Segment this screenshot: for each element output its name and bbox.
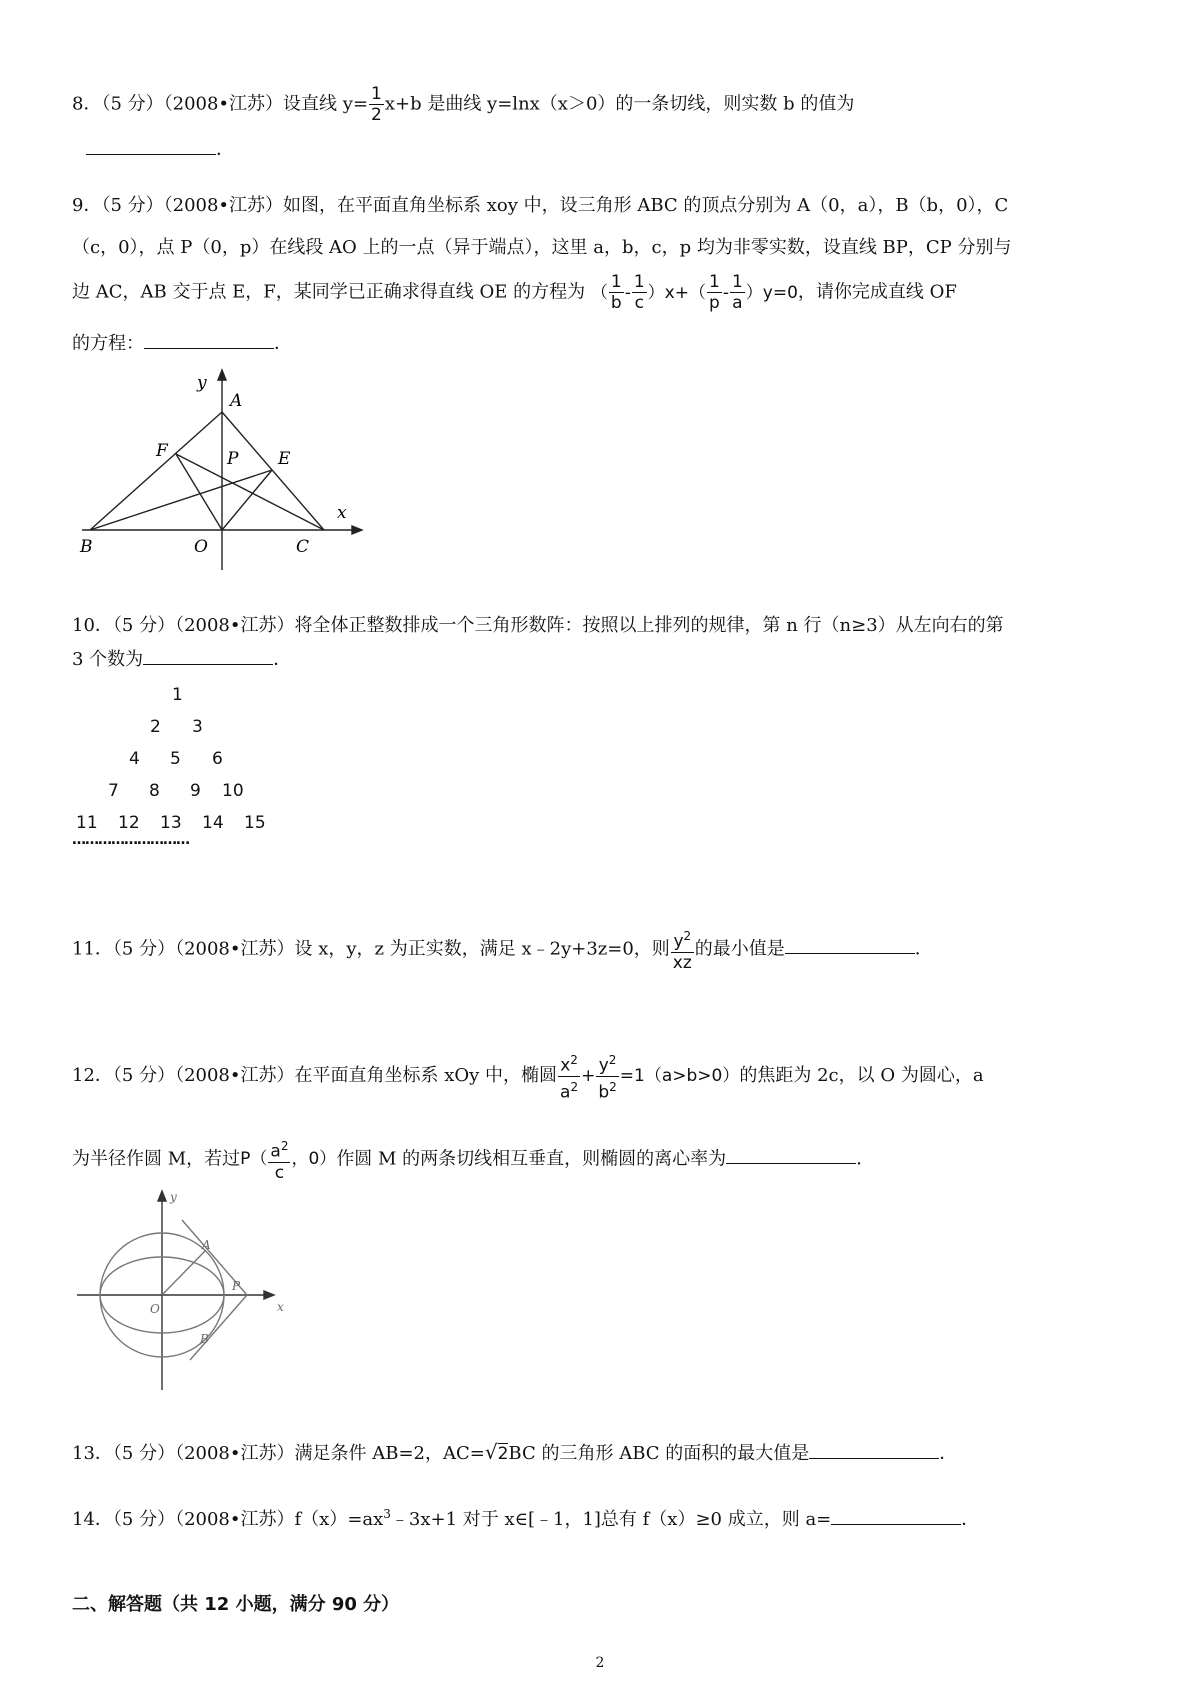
ellipse-equation: $\frac{x^2}{a^2}$ + $\frac{y^2}{b^2}$ =1（a>b>0） bbox=[557, 1066, 739, 1086]
answer-blank-10[interactable] bbox=[143, 646, 273, 665]
tri-number: 1 bbox=[172, 685, 183, 705]
question-14: 14．（5 分）（2008•江苏）$f(x)=ax^3﹣3x+1$ 对于 x∈[﹣1，1]总有 f（x）≥0 成立，则 a= ． bbox=[72, 1507, 980, 1530]
point-p: P（ $\frac{a^2}{c}$ ，0） bbox=[240, 1149, 336, 1169]
question-9-line2: （c，0），点 P（0，p）在线段 AO 上的一点（异于端点），这里 a，b，c，p 均为非零实数，设直线 BP，CP 分别与 bbox=[72, 237, 1012, 258]
sqrt-two: √2 bbox=[484, 1440, 509, 1464]
tri-number: 12 bbox=[118, 813, 140, 833]
tri-number: 5 bbox=[170, 749, 181, 769]
section-heading: 二、解答题（共 12 小题，满分 90 分） bbox=[72, 1594, 400, 1615]
tri-number: 9 bbox=[190, 781, 201, 801]
answer-blank-11[interactable] bbox=[785, 935, 915, 954]
answer-blank-14[interactable] bbox=[831, 1506, 961, 1525]
label-y: y bbox=[170, 1190, 177, 1204]
answer-blank-9[interactable] bbox=[144, 330, 274, 349]
tri-dots: ……………………… bbox=[72, 832, 189, 848]
question-12-line1: 12．（5 分）（2008•江苏）在平面直角坐标系 xOy 中，椭圆 $\frac{x^2}{a^2}$ + $\frac{y^2}{b^2}$ =1（a>b>0）的焦距为 2c，以 O 为圆心，a bbox=[72, 1050, 984, 1102]
label-o: O bbox=[194, 537, 208, 557]
tri-number: 4 bbox=[129, 749, 140, 769]
question-10-line1: 10．（5 分）（2008•江苏）将全体正整数排成一个三角形数阵：按照以上排列的规律，第 n 行（n≥3）从左向右的第 bbox=[72, 615, 1004, 636]
tri-number: 15 bbox=[244, 813, 266, 833]
triangle-abc-figure bbox=[72, 360, 372, 575]
label-c: C bbox=[296, 537, 310, 557]
tri-number: 11 bbox=[76, 813, 98, 833]
label-x: x bbox=[337, 503, 347, 523]
tri-number: 7 bbox=[108, 781, 119, 801]
tri-number: 8 bbox=[149, 781, 160, 801]
label-b: B bbox=[80, 537, 93, 557]
tri-number: 6 bbox=[212, 749, 223, 769]
tangent-pb bbox=[190, 1295, 247, 1360]
label-e: E bbox=[278, 449, 291, 469]
label-a: A bbox=[230, 391, 243, 411]
label-b: B bbox=[200, 1332, 209, 1346]
label-p: P bbox=[232, 1279, 241, 1293]
question-9-line4: 的方程： ． bbox=[72, 330, 292, 356]
label-x: x bbox=[277, 1300, 284, 1314]
answer-blank-13[interactable] bbox=[809, 1440, 939, 1459]
tri-number: 10 bbox=[222, 781, 244, 801]
line-oe-equation: （ $\frac{1}{b}$ - $\frac{1}{c}$ ）x+（ $\frac{1}{p}$ - $\frac{1}{a}$ ）y=0 bbox=[590, 272, 798, 313]
label-o: O bbox=[150, 1302, 160, 1316]
tri-number: 13 bbox=[160, 813, 182, 833]
tri-number: 3 bbox=[192, 717, 203, 737]
tri-number: 14 bbox=[202, 813, 224, 833]
question-8-line1: 8．（5 分）（2008•江苏）设直线 y= $\frac{1}{2}$ x+b 是曲线 y=lnx（x＞0）的一条切线，则实数 b 的值为 bbox=[72, 84, 855, 125]
label-a: A bbox=[202, 1238, 211, 1252]
fraction-one-half: $\frac{1}{2}$ bbox=[371, 84, 382, 125]
question-11: 11．（5 分）（2008•江苏）设 x，y，z 为正实数，满足 x﹣2y+3z=0，则 $\frac{y^2}{xz}$ 的最小值是 ． bbox=[72, 926, 933, 973]
fraction-y2-over-xz: $\frac{y^2}{xz}$ bbox=[671, 926, 694, 973]
answer-blank-8[interactable] bbox=[86, 136, 216, 155]
tri-number: 2 bbox=[150, 717, 161, 737]
answer-blank-12[interactable] bbox=[726, 1145, 856, 1164]
question-8-line2: ． bbox=[86, 136, 234, 162]
question-12-line2: 为半径作圆 M，若过P（ $\frac{a^2}{c}$ ，0）作圆 M 的两条切线相互垂直，则椭圆的离心率为 ． bbox=[72, 1136, 874, 1183]
question-10-line2: 3 个数为 ． bbox=[72, 646, 291, 672]
page-number: 2 bbox=[595, 1655, 605, 1671]
ellipse-circle-figure bbox=[72, 1185, 292, 1395]
label-f: F bbox=[156, 441, 168, 461]
question-9-line3: 边 AC，AB 交于点 E，F，某同学已正确求得直线 OE 的方程为 （ $\frac{1}{b}$ - $\frac{1}{c}$ ）x+（ $\frac{1}{p}$ - $\frac{1}{a}$ ）y=0，请你完成直线 OF bbox=[72, 272, 957, 313]
side-ab bbox=[90, 412, 222, 530]
label-y: y bbox=[197, 373, 207, 393]
label-p: P bbox=[227, 449, 239, 469]
line-be bbox=[90, 470, 272, 530]
question-9-line1: 9．（5 分）（2008•江苏）如图，在平面直角坐标系 xoy 中，设三角形 ABC 的顶点分别为 A（0，a），B（b，0），C bbox=[72, 195, 1009, 216]
question-13: 13．（5 分）（2008•江苏）满足条件 AB=2，AC=√2BC 的三角形 ABC 的面积的最大值是 ． bbox=[72, 1440, 958, 1464]
